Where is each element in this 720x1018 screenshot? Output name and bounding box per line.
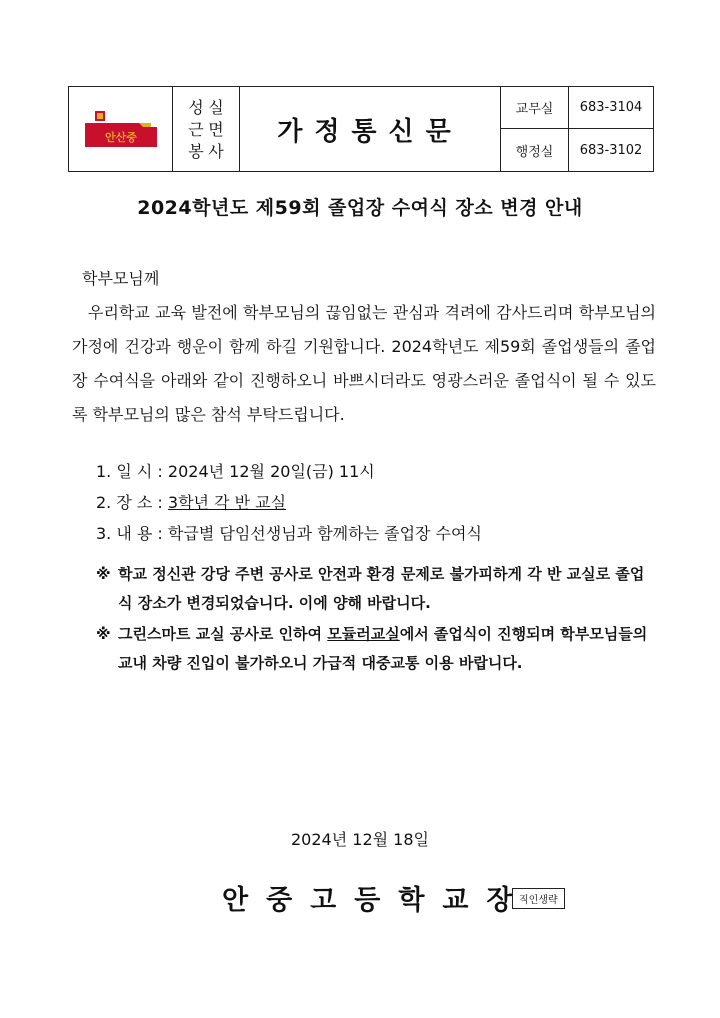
detail-value: 2024년 12월 20일(금) 11시 bbox=[167, 462, 375, 481]
motto-char: 실 bbox=[208, 97, 224, 117]
school-motto-cell bbox=[173, 87, 240, 171]
newsletter-title-cell bbox=[240, 87, 501, 171]
school-motto bbox=[186, 97, 226, 162]
contact-phone: 683-3104 bbox=[569, 87, 653, 129]
letter-body bbox=[72, 262, 656, 432]
notice-item bbox=[96, 560, 656, 618]
newsletter-header bbox=[68, 86, 654, 172]
reference-mark-icon: ※ bbox=[96, 625, 111, 643]
notice-text-part: 그린스마트 교실 공사로 인하여 bbox=[118, 625, 328, 643]
detail-item-content bbox=[96, 518, 656, 549]
contact-phone: 683-3102 bbox=[579, 142, 643, 158]
notice-text-underlined: 모듈러교실 bbox=[327, 625, 400, 643]
motto-char: 사 bbox=[208, 141, 224, 161]
notice-list bbox=[96, 560, 656, 680]
salutation: 학부모님께 bbox=[82, 269, 160, 288]
notice-text-part: 에서 졸업식이 진행되며 학부모님들의 교내 차량 진입이 불가하오니 가급적 대중교통 이용 바랍니다. bbox=[118, 625, 648, 672]
reference-mark-icon: ※ bbox=[96, 565, 111, 583]
letter-paragraph: 우리학교 교육 발전에 학부모님의 끊임없는 관심과 격려에 감사드리며 학부모님의 가정에 건강과 행운이 함께 하길 기원합니다. 2024학년도 제59회 졸업생들의 졸업장 수여식을 아래와 같이 진행하오니 바쁘시더라도 영광스러운 졸업식이 될 수 있도록 학부모님의 많은 참석 부탁드립니다. bbox=[72, 303, 656, 424]
detail-item-date bbox=[96, 456, 656, 487]
motto-char: 면 bbox=[208, 119, 224, 139]
motto-char: 봉 bbox=[188, 141, 204, 161]
logo-text: 안산중 bbox=[104, 131, 137, 144]
detail-label: 2. 장 소 : bbox=[96, 493, 168, 512]
contact-dept: 교무실 bbox=[501, 87, 569, 129]
event-details bbox=[96, 456, 656, 549]
document-title: 2024학년도 제59회 졸업장 수여식 장소 변경 안내 bbox=[137, 197, 583, 219]
detail-label: 3. 내 용 : bbox=[96, 524, 168, 543]
detail-value: 3학년 각 반 교실 bbox=[167, 493, 287, 512]
school-logo-cell bbox=[69, 87, 173, 171]
detail-value: 학급별 담임선생님과 함께하는 졸업장 수여식 bbox=[167, 524, 482, 543]
motto-char: 성 bbox=[188, 97, 204, 117]
notice-text: 학교 정신관 강당 주변 공사로 안전과 환경 문제로 불가피하게 각 반 교실로 졸업식 장소가 변경되었습니다. 이에 양해 바랍니다. bbox=[118, 565, 645, 612]
issue-date: 2024년 12월 18일 bbox=[291, 830, 429, 849]
school-logo bbox=[81, 101, 161, 157]
contact-dept: 행정실 bbox=[501, 129, 569, 171]
notice-item bbox=[96, 620, 656, 678]
detail-item-place bbox=[96, 487, 656, 518]
detail-label: 1. 일 시 : bbox=[96, 462, 168, 481]
seal-omitted-stamp: 직인생략 bbox=[512, 888, 565, 909]
principal-signature: 안중고등학교장 bbox=[222, 885, 531, 916]
motto-char: 근 bbox=[188, 119, 204, 139]
newsletter-title: 가정통신문 bbox=[277, 116, 463, 147]
notice-text bbox=[118, 620, 656, 678]
